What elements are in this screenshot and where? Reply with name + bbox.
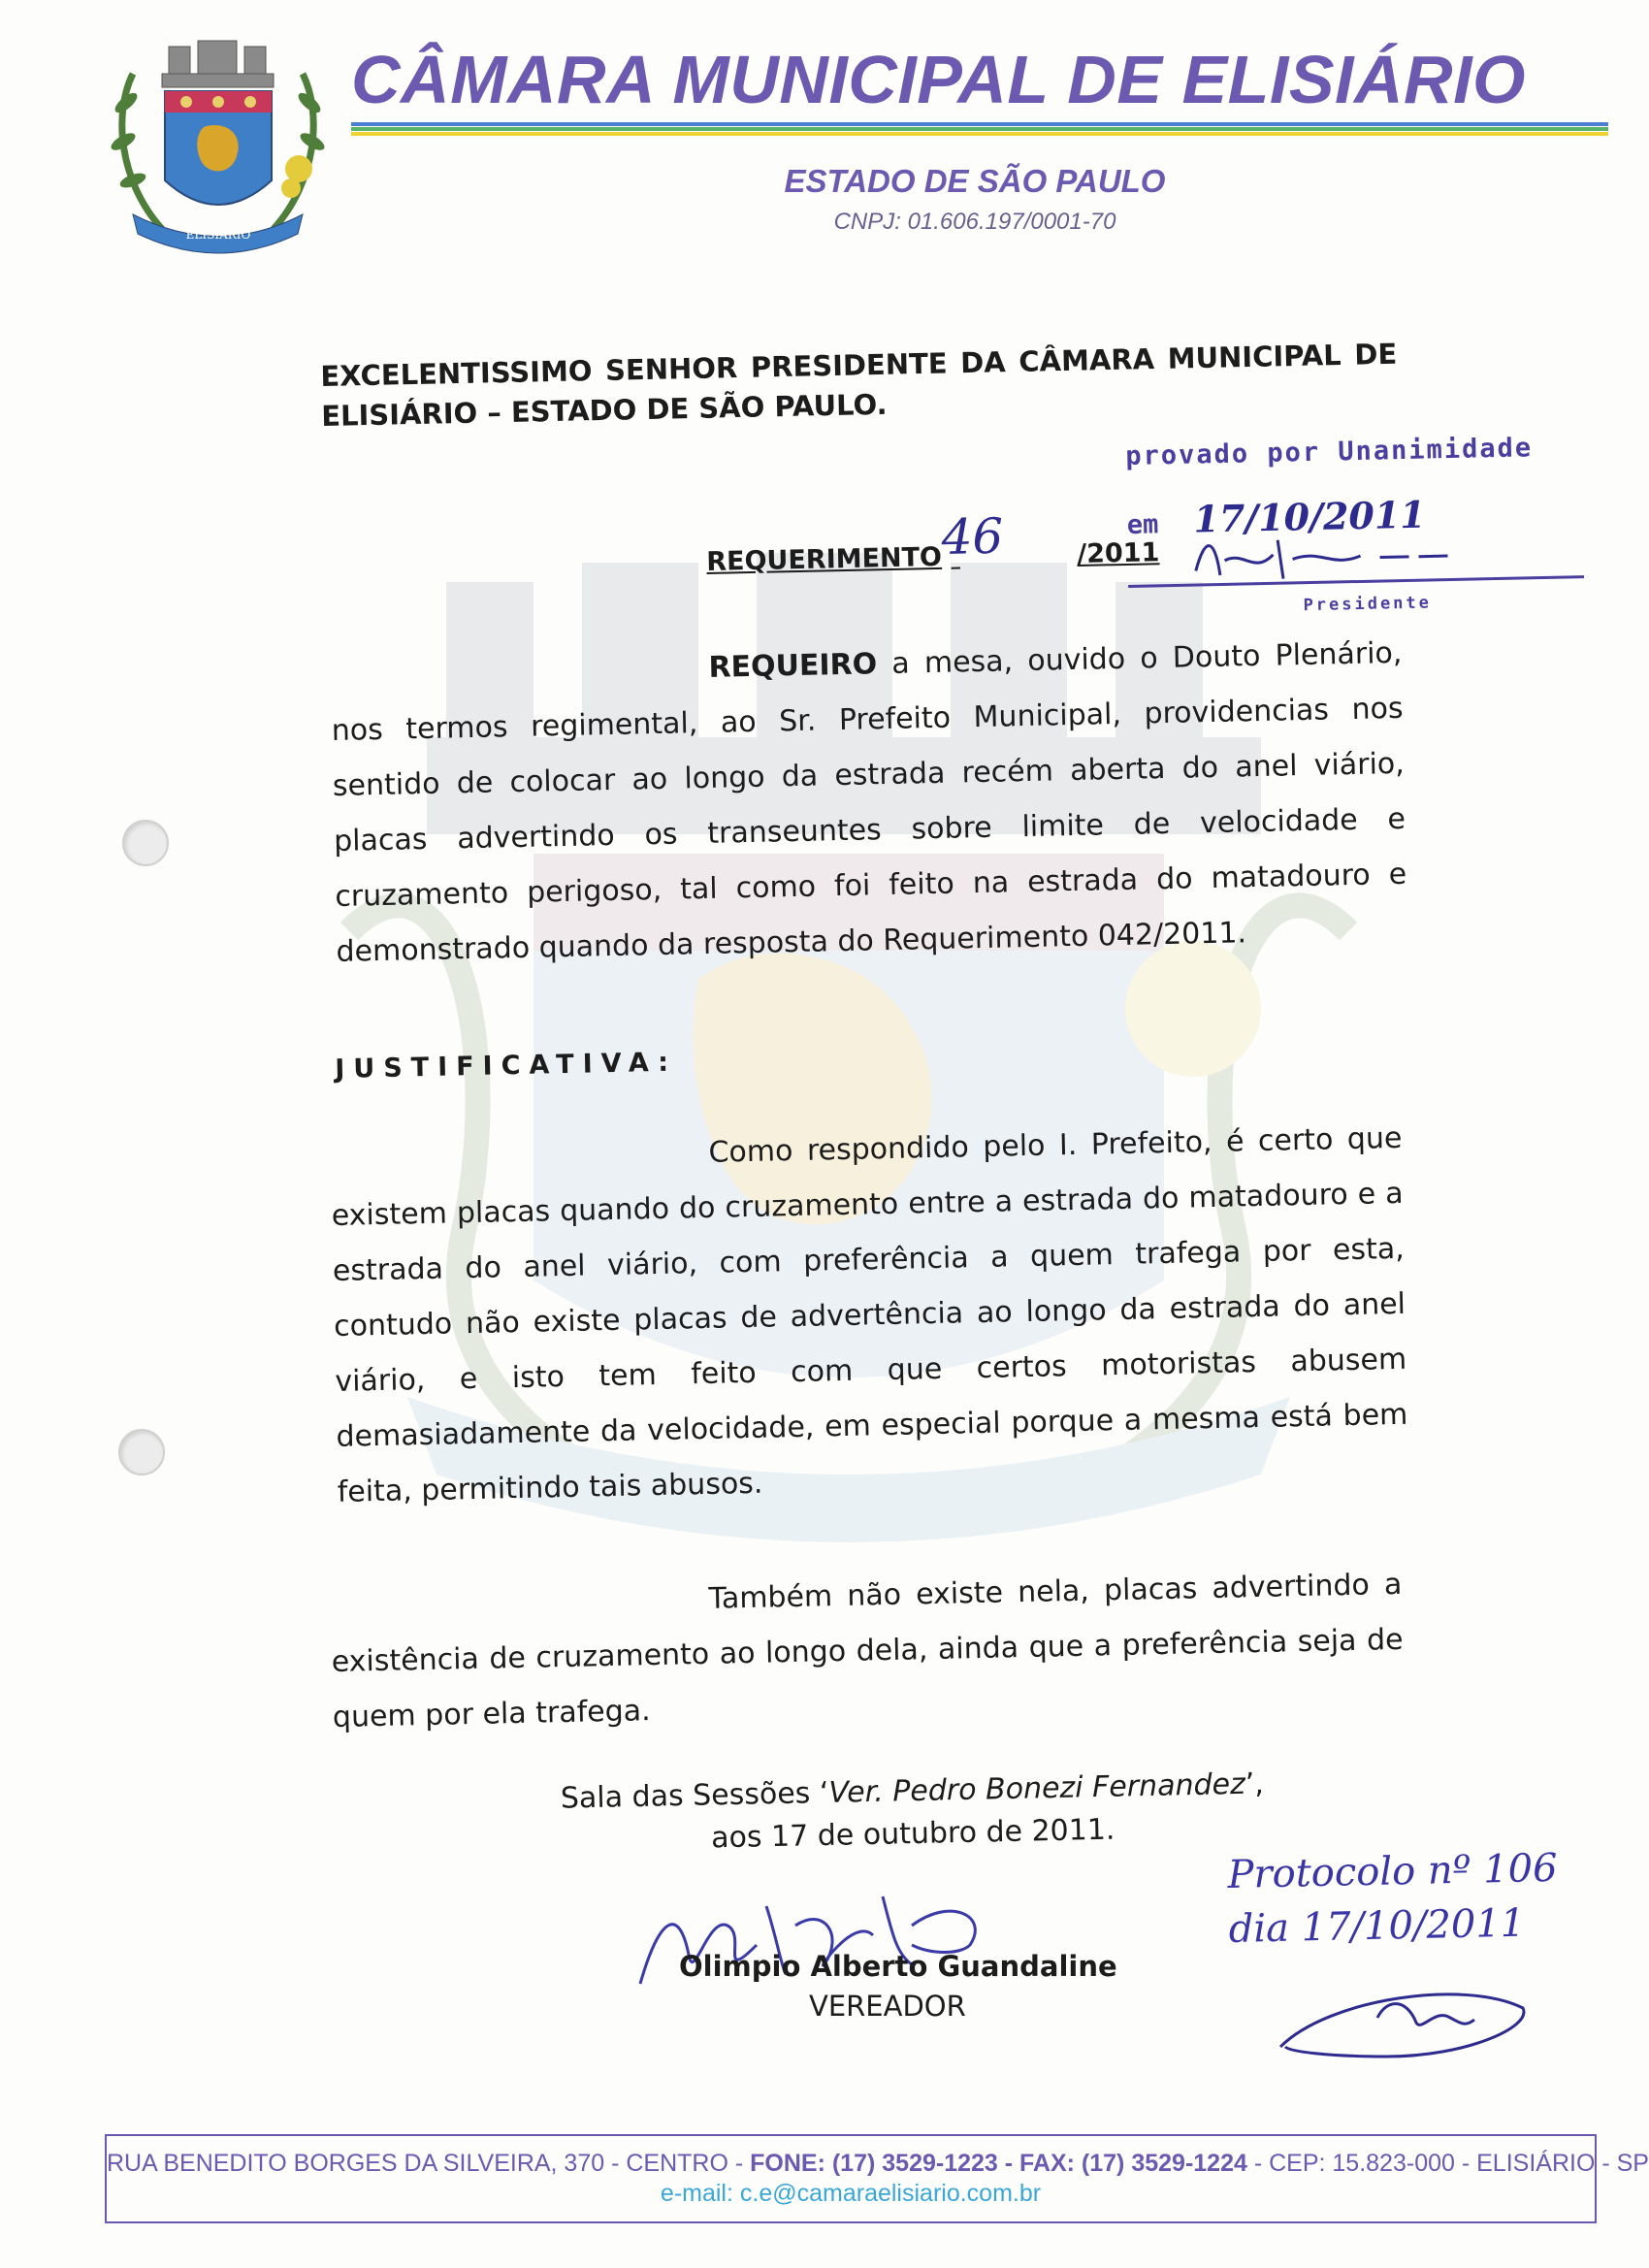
header-rule-green [351,127,1608,131]
punch-hole-top [122,820,169,866]
closing-date: aos 17 de outubro de 2011. [710,1812,1116,1856]
stamp-date-handwritten: 17/10/2011 [1193,492,1427,541]
protocol-date: dia 17/10/2011 [1228,1900,1526,1952]
cnpj: CNPJ: 01.606.197/0001-70 [833,209,1116,235]
crest-ribbon-text: ELISIÁRIO [185,228,251,242]
protocol-number: Protocolo nº 106 [1227,1845,1558,1897]
justification-paragraph-1: Como respondido pelo I. Prefeito, é certo que existem placas quando do cruzamento entre a estrada do matadouro e a estrada do anel viário, com preferência a quem trafega por esta, contudo não existe placas de advertência ao longo da estrada do anel viário, e isto tem feito com que certos motoristas abusem demasiadamente da velocidade, em especial porque a mesma está bem feita, permitindo tais abusos. [331,1120,1408,1509]
addressee: EXCELENTISSIMO SENHOR PRESIDENTE DA CÂMARA MUNICIPAL DE ELISIÁRIO – ESTADO DE SÃO PAULO. [320,337,1398,433]
signer-name: Olimpio Alberto Guandaline [679,1950,1117,1983]
footer-phone: FONE: (17) 3529-1223 - FAX: (17) 3529-1224 [750,2150,1247,2177]
request-number-handwritten: 46 [941,507,1004,566]
protocol-note [1227,1840,1598,1957]
stamp-date-prefix: em [1126,509,1159,540]
footer-box [105,2134,1649,2223]
justification-title: JUSTIFICATIVA: [335,1047,678,1085]
footer-email[interactable]: e-mail: c.e@camaraelisiario.com.br [660,2180,1042,2207]
request-text: a mesa, ouvido o Douto Plenário, nos termos regimental, ao Sr. Prefeito Municipal, providencias nos sentido de colocar ao longo da estrada recém aberta do anel viário, placas advertindo os transeuntes sobre limite de velocidade e cruzamento perigoso, tal como foi feito na estrada do matadouro e demonstrado quando da resposta do Requerimento 042/2011. [331,635,1407,969]
request-label: REQUERIMENTO [706,541,943,577]
closing-block [543,1763,1282,1863]
closing-prefix: Sala das Sessões ‘ [560,1775,829,1816]
stamp-role: Presidente [1303,593,1433,616]
header-rule-blue [351,122,1608,126]
closing-suffix: ’, [1245,1766,1265,1801]
punch-hole-bottom [118,1429,165,1475]
closing-session-room: Ver. Pedro Bonezi Fernandez [828,1766,1246,1810]
footer-cep: - CEP: 15.823-000 - ELISIÁRIO - SP [1246,2150,1649,2177]
request-lead: REQUEIRO [708,647,878,685]
stamp-approved-text: provado por Unanimidade [1125,433,1534,471]
justification-paragraph-2: Também não existe nela, placas advertindo a existência de cruzamento ao longo dela, ainda que a preferência seja de quem por ela trafega. [331,1567,1404,1734]
request-paragraph [330,626,1408,980]
approval-stamp [1125,432,1612,616]
footer-address-line [107,2150,1649,2178]
org-name: CÂMARA MUNICIPAL DE ELISIÁRIO [351,42,1526,117]
signer-signature [621,1877,1048,2003]
state-name: ESTADO DE SÃO PAULO [784,163,1166,199]
request-year: /2011 [1076,537,1160,569]
protocol-signature [1271,1979,1542,2066]
footer-address: RUA BENEDITO BORGES DA SILVEIRA, 370 - CENTRO - [107,2150,751,2177]
header-rule-yellow [351,132,1608,136]
signer-role: VEREADOR [809,1990,966,2023]
